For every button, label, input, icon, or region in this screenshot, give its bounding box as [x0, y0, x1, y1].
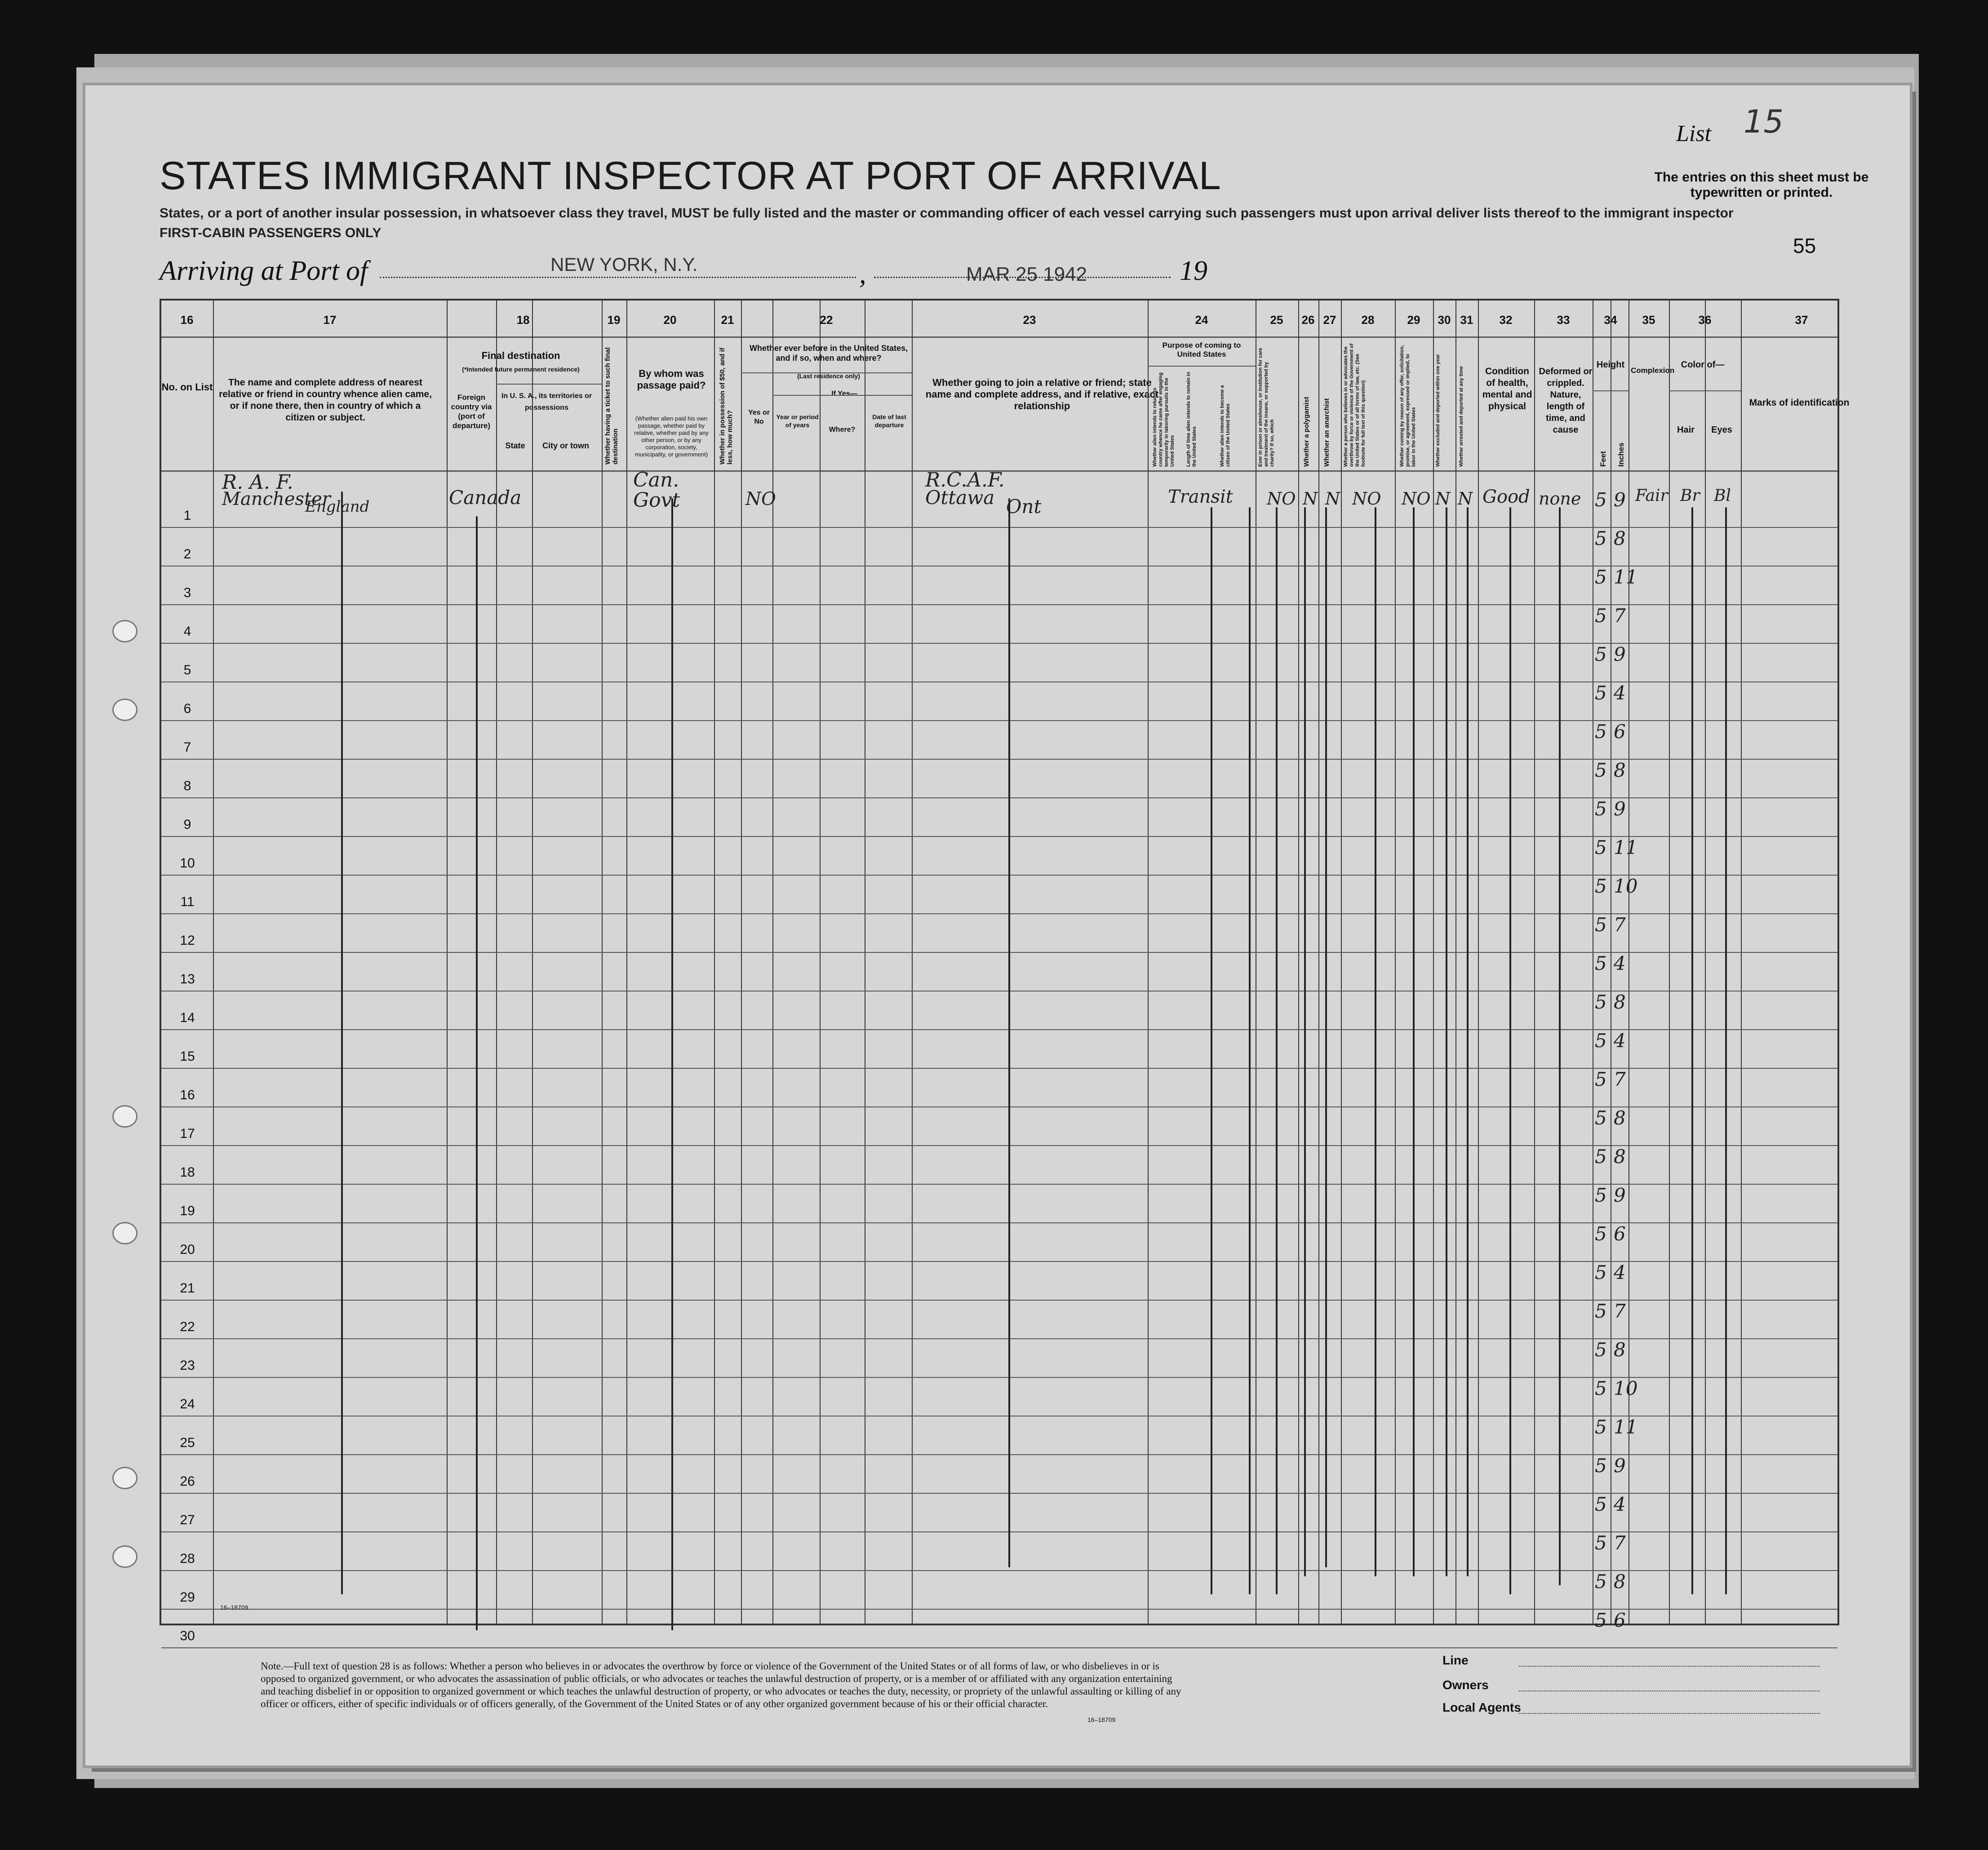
entry-feet: 5 — [1595, 1339, 1607, 1361]
col36-eyes: Eyes — [1711, 425, 1732, 435]
row-number: 10 — [180, 856, 195, 871]
entry-feet: 5 — [1595, 489, 1607, 511]
column-rule — [741, 301, 742, 1624]
col19-header: Whether having a ticket to such final destination — [604, 347, 619, 465]
ditto-line — [1725, 507, 1727, 1594]
line-field[interactable] — [1519, 1666, 1820, 1667]
col34-header: Height — [1596, 360, 1625, 370]
col37-header: Marks of identification — [1749, 398, 1850, 408]
ditto-line — [1304, 507, 1306, 1576]
row-number: 5 — [183, 663, 191, 677]
column-number: 29 — [1407, 313, 1420, 327]
col18-usa: In U. S. A., its territories or possessions — [501, 392, 592, 412]
entry-feet: 5 — [1595, 1377, 1607, 1399]
subheader-rule — [496, 384, 602, 385]
port-stamp: NEW YORK, N.Y. — [550, 254, 698, 275]
entry-foreign: Canada — [449, 487, 522, 509]
row-rule — [161, 1531, 1837, 1532]
entry-feet: 5 — [1595, 1455, 1607, 1477]
row-number: 19 — [180, 1204, 195, 1218]
entry-health: Good — [1482, 487, 1530, 507]
entry-been_in_us: NO — [746, 489, 776, 509]
entry-c30: N — [1435, 489, 1451, 509]
column-number: 37 — [1795, 313, 1808, 327]
column-rule — [1741, 301, 1742, 1624]
col22-where: Where? — [829, 426, 856, 434]
entry-inches: 4 — [1614, 1030, 1626, 1052]
row-number: 6 — [183, 701, 191, 716]
entry-inches: 9 — [1614, 798, 1626, 820]
entry-inches: 10 — [1614, 875, 1638, 897]
entry-feet: 5 — [1595, 1030, 1607, 1052]
row-number: 29 — [180, 1590, 195, 1605]
col24-c: Whether alien intends to become a citizen of the United States — [1220, 385, 1231, 467]
entry-inches: 7 — [1614, 914, 1626, 936]
manifest-table — [160, 299, 1850, 1643]
col30-header: Whether excluded and deported within one year — [1435, 354, 1441, 467]
column-number: 22 — [820, 313, 833, 327]
row-rule — [161, 1222, 1837, 1223]
form-code-table: 16–18709 — [220, 1604, 248, 1611]
column-number: 24 — [1195, 313, 1208, 327]
entry-feet: 5 — [1595, 566, 1607, 588]
port-line — [380, 277, 856, 278]
line-label: Line — [1442, 1653, 1469, 1667]
column-number: 21 — [721, 313, 734, 327]
col36-header: Color of— — [1681, 360, 1725, 370]
column-rule — [1534, 301, 1535, 1624]
entry-inches: 8 — [1614, 527, 1626, 549]
row-number: 17 — [180, 1126, 195, 1141]
column-rule — [1148, 301, 1149, 1624]
list-label: List — [1676, 121, 1712, 146]
ditto-line — [1249, 507, 1251, 1594]
column-number: 26 — [1301, 313, 1315, 327]
instruction-line: States, or a port of another insular possession, in whatsoever class they travel, MUST be fully listed and the master or commanding officer of each vessel carrying such passengers must upon arrival deliver lists thereof to the immigrant inspector — [160, 206, 1734, 221]
col29-header: Whether coming by reason of any offer, solicitation, promise, or agreement, expressed or implied, to labor in the United States — [1399, 345, 1416, 467]
col36-hair: Hair — [1677, 425, 1695, 435]
column-number: 32 — [1499, 313, 1513, 327]
punch-hole — [112, 1105, 138, 1128]
entry-inches: 7 — [1614, 1068, 1626, 1090]
subheader-rule — [1148, 366, 1256, 367]
entry-feet: 5 — [1595, 1416, 1607, 1438]
row-number: 14 — [180, 1010, 195, 1025]
local-agents-field[interactable] — [1519, 1713, 1820, 1714]
row-rule — [161, 952, 1837, 953]
entry-inches: 9 — [1614, 643, 1626, 665]
row-number: 2 — [183, 547, 191, 562]
punch-hole — [112, 699, 138, 721]
entry-inches: 4 — [1614, 1493, 1626, 1515]
subheader-rule — [741, 372, 912, 373]
col23-header: Whether going to join a relative or friend; state name and complete address, and if relative, exact relationship — [925, 377, 1159, 412]
entry-feet: 5 — [1595, 527, 1607, 549]
arriving-label: Arriving at Port of — [160, 256, 368, 286]
class-line: FIRST-CABIN PASSENGERS ONLY — [160, 226, 382, 240]
col22-sub: (Last residence only) — [797, 372, 861, 380]
col18-header: Final destination — [481, 350, 560, 361]
comma: , — [859, 259, 866, 289]
column-number: 17 — [323, 313, 337, 327]
entry-inches: 8 — [1614, 759, 1626, 781]
entry-c31: N — [1458, 489, 1473, 509]
entry-hair: Br — [1680, 487, 1700, 505]
entry-paid_by: Can. — [633, 469, 679, 491]
column-number: 31 — [1460, 313, 1473, 327]
ditto-line — [1559, 507, 1561, 1585]
column-rule — [1395, 301, 1396, 1624]
ditto-line — [476, 516, 478, 1630]
entry-feet: 5 — [1595, 682, 1607, 704]
column-rule — [447, 301, 448, 1624]
col22-year: Year or period of years — [776, 413, 819, 429]
col22-ifyes: If Yes— — [831, 390, 857, 398]
row-number: 20 — [180, 1242, 195, 1257]
row-rule — [161, 1493, 1837, 1494]
entry-inches: 11 — [1614, 836, 1638, 859]
row-number: 16 — [180, 1088, 195, 1102]
col25-header: Ever in prison or almshouse, or institution for care and treatment of the insane, or supported by charity? If so, which — [1258, 348, 1275, 467]
entry-inches: 4 — [1614, 682, 1626, 704]
row-rule — [161, 1145, 1837, 1146]
punch-hole — [112, 1222, 138, 1244]
ditto-line — [671, 498, 673, 1630]
entry-c26: N — [1303, 489, 1318, 509]
row-number: 28 — [180, 1551, 195, 1566]
row-number: 23 — [180, 1358, 195, 1373]
col20-sub: (Whether alien paid his own passage, whether paid by relative, whether paid by any other person, or by any corporation, society, municipality, or government) — [634, 415, 709, 458]
column-number: 33 — [1557, 313, 1570, 327]
entry-feet: 5 — [1595, 759, 1607, 781]
row-rule — [161, 913, 1837, 914]
row-rule — [161, 1570, 1837, 1571]
column-number: 30 — [1438, 313, 1451, 327]
column-rule — [1298, 301, 1299, 1624]
subheader-rule — [1593, 390, 1629, 391]
entry-feet: 5 — [1595, 836, 1607, 859]
column-number: 23 — [1023, 313, 1036, 327]
local-agents-label: Local Agents — [1442, 1700, 1521, 1714]
entry-feet: 5 — [1595, 1609, 1607, 1631]
year-label: 19 — [1180, 256, 1207, 286]
row-rule — [161, 1106, 1837, 1107]
entry-feet: 5 — [1595, 798, 1607, 820]
col22-yesno: Yes or No — [748, 409, 770, 425]
list-number: 15 — [1744, 103, 1784, 140]
entry-inches: 6 — [1614, 1609, 1626, 1631]
col27-header: Whether an anarchist — [1323, 398, 1331, 467]
row-number: 15 — [180, 1049, 195, 1064]
entry-feet: 5 — [1595, 1146, 1607, 1168]
row-number: 25 — [180, 1435, 195, 1450]
entry-inches: 11 — [1614, 1416, 1638, 1438]
row-number: 9 — [183, 817, 191, 832]
col22-header: Whether ever before in the United States, and if so, when and where? — [749, 344, 908, 363]
row-rule — [161, 1068, 1837, 1069]
column-rule — [532, 301, 533, 1624]
col18-foreign: Foreign country via (port of departure) — [451, 393, 492, 430]
entry-feet: 5 — [1595, 991, 1607, 1013]
entry-feet: 5 — [1595, 1261, 1607, 1283]
col32-header: Condition of health, mental and physical — [1482, 366, 1532, 412]
page-number: 55 — [1793, 234, 1816, 257]
entry-inches: 11 — [1614, 566, 1638, 588]
entry-feet: 5 — [1595, 952, 1607, 974]
row-rule — [161, 604, 1837, 605]
entry-inches: 4 — [1614, 952, 1626, 974]
row-number: 1 — [183, 508, 191, 523]
column-number: 27 — [1323, 313, 1336, 327]
col35-header: Complexion — [1631, 366, 1675, 375]
row-rule — [161, 759, 1837, 760]
entry-inches: 9 — [1614, 489, 1626, 511]
row-number: 11 — [180, 894, 195, 909]
entry-eyes: Bl — [1714, 487, 1731, 505]
subheader-rule — [1669, 390, 1741, 391]
entry-feet: 5 — [1595, 914, 1607, 936]
row-rule — [161, 643, 1837, 644]
entry-feet: 5 — [1595, 1107, 1607, 1129]
entry-feet: 5 — [1595, 605, 1607, 627]
ditto-line — [1413, 507, 1415, 1576]
entry-relative: R. A. F. — [222, 471, 293, 494]
column-number: 25 — [1270, 313, 1283, 327]
entry-feet: 5 — [1595, 643, 1607, 665]
column-rule — [602, 301, 603, 1624]
column-rule — [1478, 301, 1479, 1624]
ditto-line — [1509, 507, 1511, 1594]
entry-feet: 5 — [1595, 721, 1607, 743]
ditto-line — [1325, 507, 1327, 1567]
entry-feet: 5 — [1595, 1184, 1607, 1206]
row-number: 22 — [180, 1319, 195, 1334]
entry-joining: R.C.A.F. — [925, 469, 1005, 491]
col18-state: State — [505, 441, 525, 450]
row-rule — [161, 720, 1837, 721]
column-number: 34 — [1604, 313, 1617, 327]
entry-feet: 5 — [1595, 1493, 1607, 1515]
column-rule — [213, 301, 214, 1624]
col17-header: The name and complete address of nearest relative or friend in country whence alien came, or if none there, then in country of which a citizen or subject. — [219, 377, 432, 423]
column-number: 35 — [1642, 313, 1655, 327]
row-number: 27 — [180, 1513, 195, 1527]
entry-paid_by2: Govt — [633, 489, 680, 512]
entry-feet: 5 — [1595, 1068, 1607, 1090]
entry-complexion: Fair — [1635, 487, 1668, 505]
row-number: 26 — [180, 1474, 195, 1489]
col34-inches: Inches — [1617, 443, 1625, 467]
punch-hole — [112, 1467, 138, 1489]
col22-date: Date of last departure — [872, 413, 906, 429]
column-rule — [1705, 301, 1706, 1624]
row-rule — [161, 797, 1837, 798]
column-rule — [912, 301, 913, 1624]
entry-inches: 6 — [1614, 721, 1626, 743]
entry-inches: 7 — [1614, 1532, 1626, 1554]
row-rule — [161, 1454, 1837, 1455]
entry-deformed: none — [1539, 489, 1581, 509]
entry-purpose: Transit — [1168, 487, 1233, 507]
entry-c29: NO — [1402, 489, 1431, 509]
row-number: 12 — [180, 933, 195, 948]
col34-feet: Feet — [1599, 451, 1607, 467]
punch-hole — [112, 1545, 138, 1568]
column-rule — [820, 301, 821, 1624]
row-rule — [161, 836, 1837, 837]
col16-header: No. on List — [161, 381, 213, 393]
column-number: 18 — [516, 313, 530, 327]
row-rule — [161, 1184, 1837, 1185]
col18-city: City or town — [542, 441, 589, 450]
col24-b: Length of time alien intends to remain in the United States — [1186, 372, 1197, 467]
col31-header: Whether arrested and deported at any time — [1459, 366, 1464, 467]
col33-header: Deformed or crippled. Nature, length of time, and cause — [1539, 367, 1593, 435]
row-number: 4 — [183, 624, 191, 639]
ditto-line — [1375, 507, 1376, 1576]
entry-inches: 7 — [1614, 1300, 1626, 1322]
entry-c28: NO — [1352, 489, 1381, 509]
row-number: 30 — [180, 1629, 195, 1643]
entry-inches: 9 — [1614, 1455, 1626, 1477]
column-number: 19 — [607, 313, 621, 327]
row-rule — [161, 1261, 1837, 1262]
date-stamp: MAR 25 1942 — [966, 263, 1087, 285]
entry-inches: 10 — [1614, 1377, 1638, 1399]
col20-header: By whom was passage paid? — [637, 368, 706, 391]
column-number: 20 — [663, 313, 677, 327]
col26-header: Whether a polygamist — [1303, 397, 1310, 467]
entry-joining2: Ottawa — [925, 487, 995, 509]
row-number: 21 — [180, 1281, 195, 1296]
page-title: STATES IMMIGRANT INSPECTOR AT PORT OF ARRIVAL — [160, 153, 1221, 198]
col28-header: Whether a person who believes in or advocates the overthrow by force or violence of the Government of the United States or of all forms of law, etc. (See footnote for full text of this question) — [1343, 343, 1366, 467]
column-rule — [1669, 301, 1670, 1624]
ditto-line — [1008, 498, 1010, 1567]
ditto-line — [1467, 507, 1469, 1576]
entry-feet: 5 — [1595, 875, 1607, 897]
entry-feet: 5 — [1595, 1571, 1607, 1593]
form-code: 16–18709 — [1087, 1716, 1116, 1723]
column-rule — [1433, 301, 1434, 1624]
footnote-question-28: Note.—Full text of question 28 is as follows: Whether a person who believes in or advocates the overthrow by force or violence of the Government of the United States or of all forms of law, or who disbelieves in or is opposed to organized government, or who advocates the assassination of public officials, or who advocates or teaches the unlawful destruction of property, or is a member of or affiliated with any organization entertaining and teaching disbelief in or opposition to organized government or which teaches the unlawful destruction of property, or who advocates or teaches the duty, necessity, or propriety of the unlawful assaulting or killing of any officer or officers, either of specific individuals or of officers generally, of the Government of the United States or of any other organized government because of his or their official character. — [261, 1660, 1181, 1709]
column-rule — [1318, 301, 1319, 1624]
column-rule — [1341, 301, 1342, 1624]
row-number: 24 — [180, 1397, 195, 1412]
column-number: 28 — [1361, 313, 1375, 327]
row-rule — [161, 1029, 1837, 1030]
entry-feet: 5 — [1595, 1223, 1607, 1245]
column-number-rule — [161, 336, 1837, 338]
entry-c25: NO — [1267, 489, 1296, 509]
col18-sub: (*Intended future permanent residence) — [462, 366, 580, 373]
row-number: 18 — [180, 1165, 195, 1180]
row-rule — [161, 527, 1837, 528]
entry-joining3: Ont — [1006, 496, 1042, 518]
entry-inches: 8 — [1614, 991, 1626, 1013]
col21-header: Whether in possession of $50, and if less, how much? — [719, 347, 734, 465]
column-rule — [626, 301, 627, 1624]
entry-relative3: England — [305, 498, 370, 516]
row-rule — [161, 566, 1837, 567]
entry-inches: 4 — [1614, 1261, 1626, 1283]
entry-inches: 8 — [1614, 1107, 1626, 1129]
col24-a: Whether alien intends to return to country whence he came after engaging temporarily in laboring pursuits in the United States — [1152, 372, 1175, 467]
punch-hole — [112, 620, 138, 642]
entry-inches: 8 — [1614, 1571, 1626, 1593]
column-number: 36 — [1698, 313, 1712, 327]
entry-relative2: Manchester — [222, 489, 331, 509]
entry-inches: 6 — [1614, 1223, 1626, 1245]
row-number: 13 — [180, 972, 195, 987]
ditto-line — [1446, 507, 1447, 1576]
ditto-line — [341, 491, 343, 1594]
column-number: 16 — [180, 313, 194, 327]
row-rule — [161, 1609, 1837, 1610]
entry-inches: 8 — [1614, 1146, 1626, 1168]
col24-header: Purpose of coming to United States — [1162, 341, 1241, 358]
entry-inches: 7 — [1614, 605, 1626, 627]
row-number: 8 — [183, 779, 191, 793]
entry-c27: N — [1325, 489, 1340, 509]
row-rule — [161, 1338, 1837, 1339]
entry-inches: 8 — [1614, 1339, 1626, 1361]
owners-label: Owners — [1442, 1678, 1489, 1692]
row-rule — [161, 1300, 1837, 1301]
entries-note: The entries on this sheet must be typewritten or printed. — [1654, 170, 1869, 200]
entry-feet: 5 — [1595, 1532, 1607, 1554]
row-number: 7 — [183, 740, 191, 755]
column-rule — [714, 301, 715, 1624]
ditto-line — [1276, 507, 1278, 1594]
row-rule — [161, 875, 1837, 876]
row-rule — [161, 1647, 1837, 1648]
ditto-line — [1691, 507, 1693, 1594]
row-rule — [161, 1377, 1837, 1378]
ditto-line — [1211, 507, 1212, 1594]
entry-inches: 9 — [1614, 1184, 1626, 1206]
row-number: 3 — [183, 585, 191, 600]
subheader-rule — [772, 395, 912, 396]
entry-feet: 5 — [1595, 1300, 1607, 1322]
